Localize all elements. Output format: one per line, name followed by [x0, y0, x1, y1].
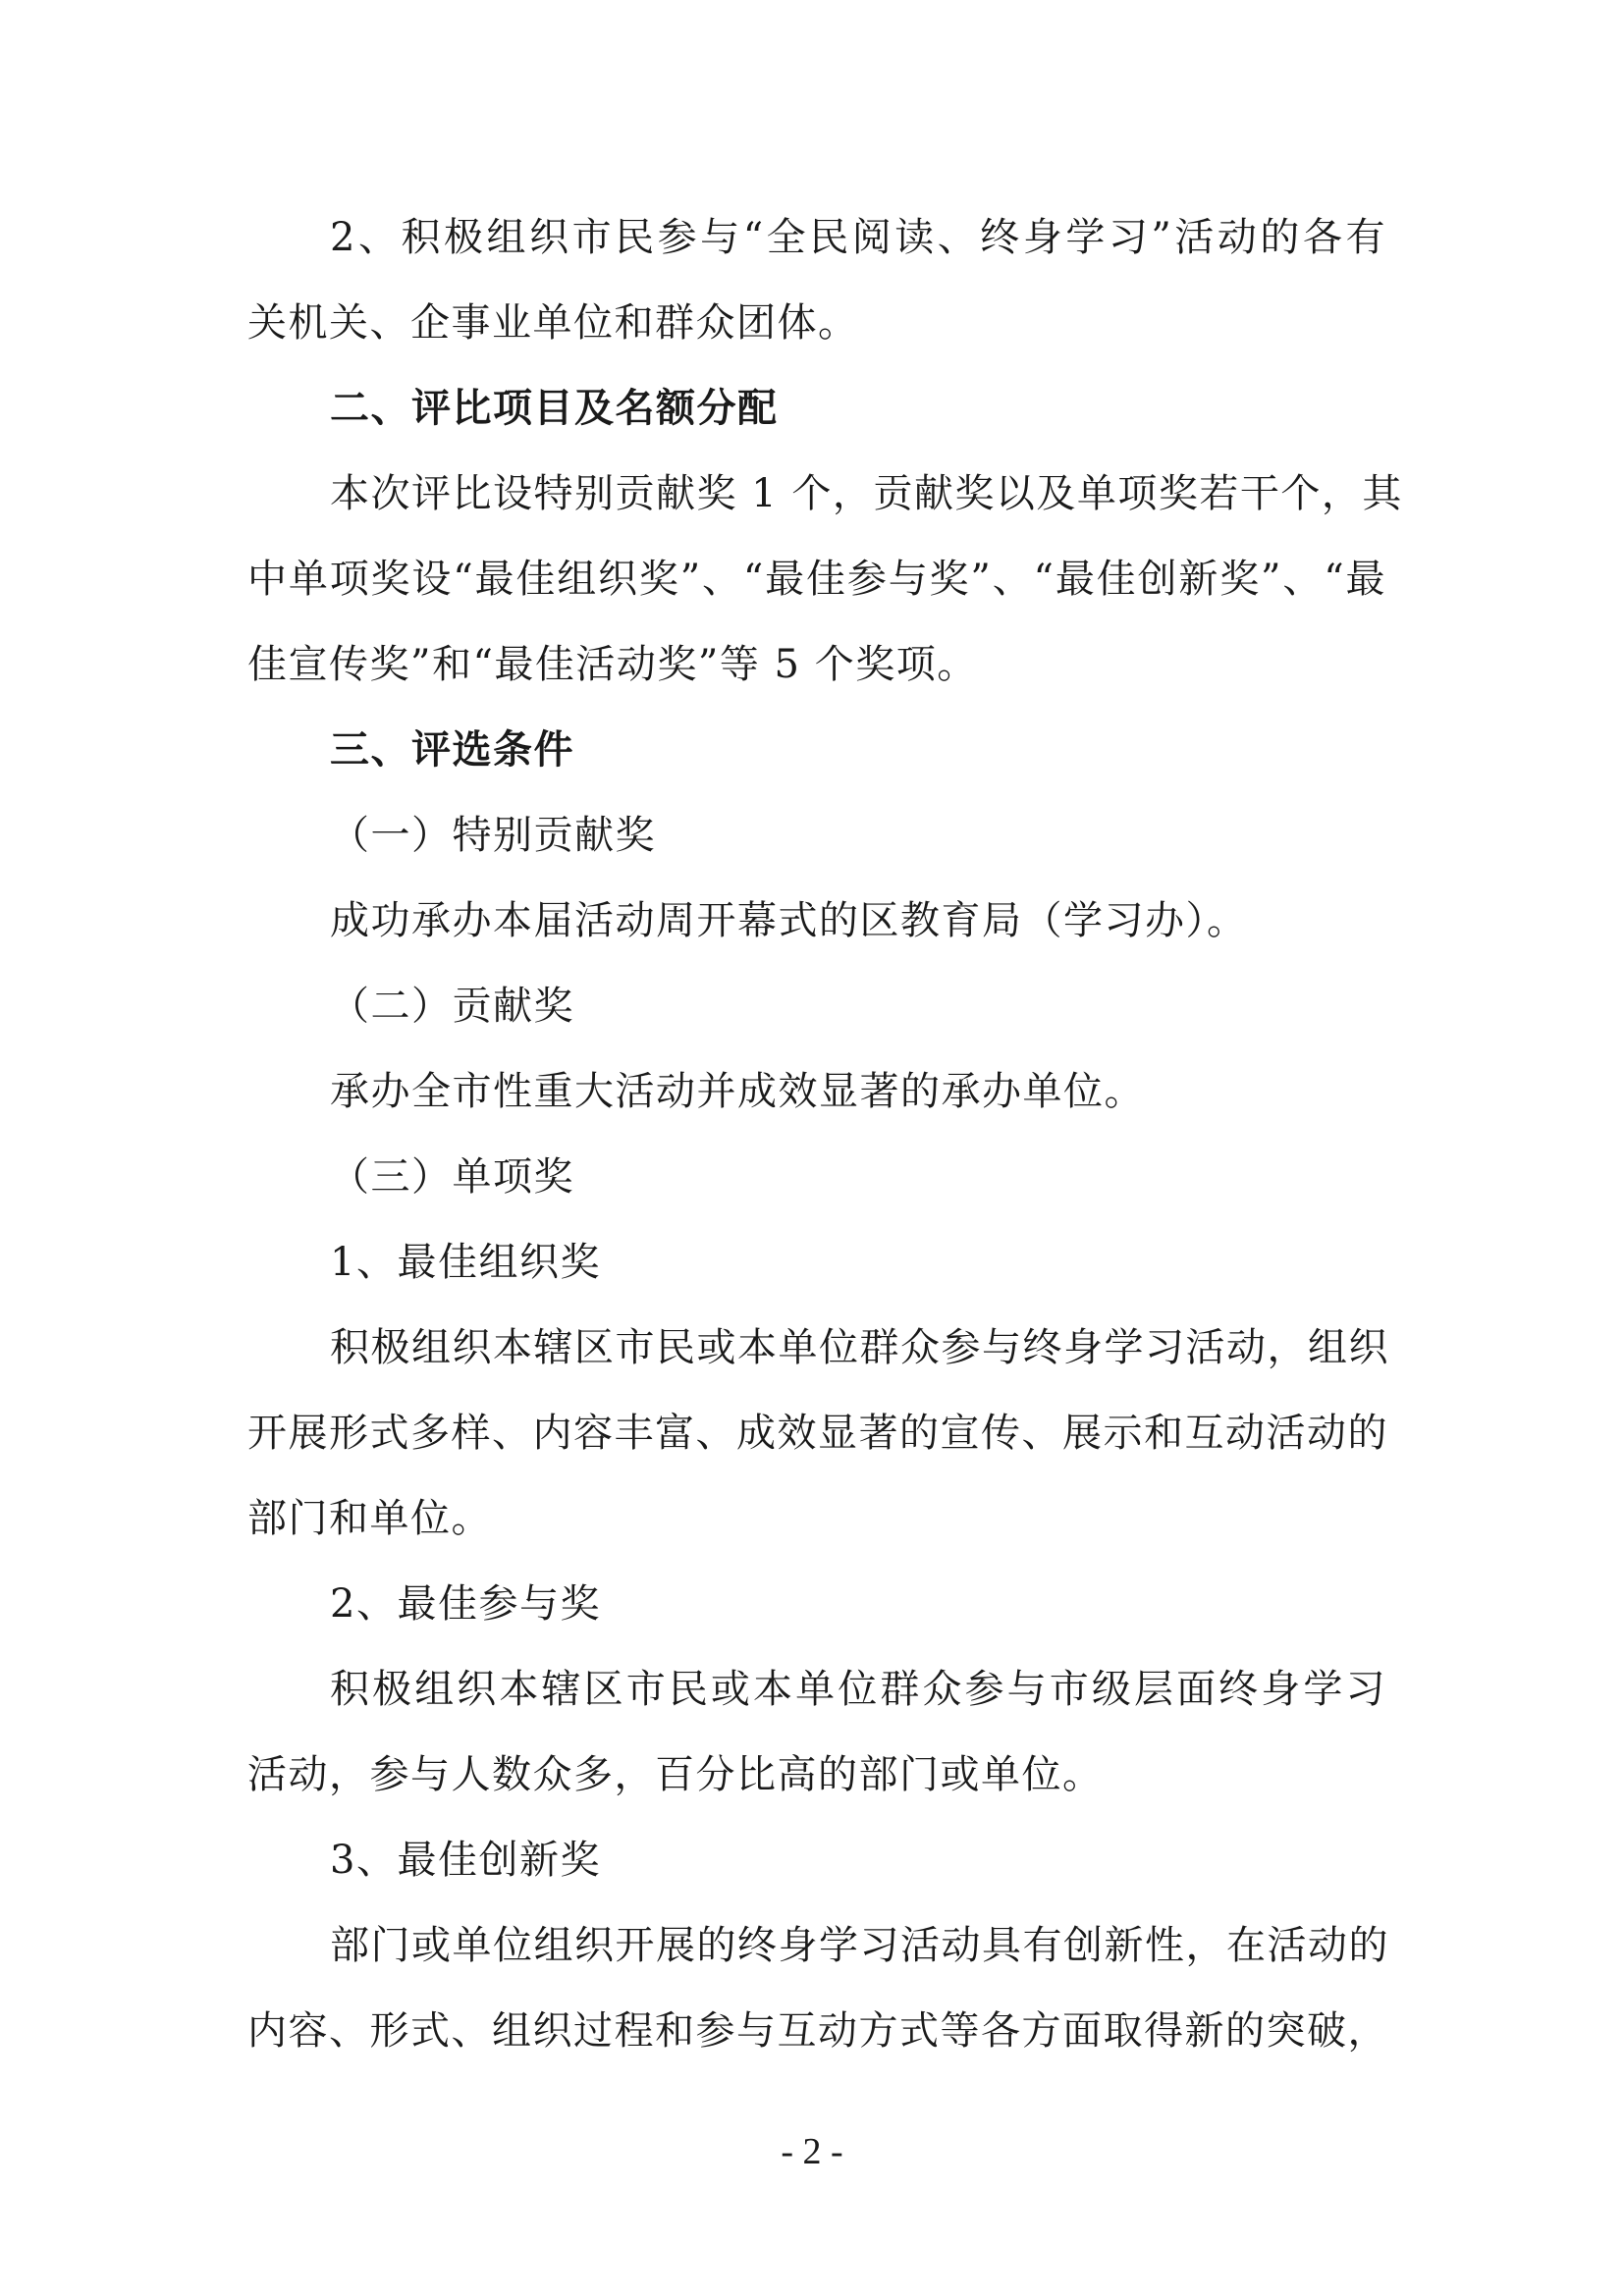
paragraph-line: 承办全市性重大活动并成效显著的承办单位。 — [330, 1069, 1145, 1114]
subsection-heading: （三）单项奖 — [330, 1154, 574, 1200]
paragraph-line: 本次评比设特别贡献奖 1 个，贡献奖以及单项奖若干个，其 — [330, 471, 1403, 516]
paragraph-line: 内容、形式、组织过程和参与互动方式等各方面取得新的突破， — [247, 2008, 1388, 2054]
subsection-heading: （二）贡献奖 — [330, 984, 574, 1029]
paragraph-line: 积极组织本辖区市民或本单位群众参与市级层面终身学习 — [330, 1667, 1386, 1712]
paragraph-line: 开展形式多样、内容丰富、成效显著的宣传、展示和互动活动的 — [247, 1411, 1388, 1456]
paragraph-line: 中单项奖设“最佳组织奖”、“最佳参与奖”、“最佳创新奖”、“最 — [247, 557, 1386, 602]
paragraph-line: 积极组织本辖区市民或本单位群众参与终身学习活动，组织 — [330, 1325, 1389, 1370]
paragraph-line: 活动，参与人数众多，百分比高的部门或单位。 — [247, 1752, 1104, 1797]
item-heading: 3、最佳创新奖 — [330, 1838, 601, 1883]
paragraph-line: 部门和单位。 — [247, 1496, 492, 1541]
paragraph-line: 2、积极组织市民参与“全民阅读、终身学习”活动的各有 — [330, 215, 1386, 260]
section-heading: 三、评选条件 — [330, 727, 574, 773]
paragraph-line: 成功承办本届活动周开幕式的区教育局（学习办）。 — [330, 898, 1248, 943]
paragraph-line: 部门或单位组织开展的终身学习活动具有创新性，在活动的 — [330, 1923, 1389, 1968]
item-heading: 2、最佳参与奖 — [330, 1581, 601, 1627]
paragraph-line: 关机关、企事业单位和群众团体。 — [247, 300, 859, 346]
paragraph-line: 佳宣传奖”和“最佳活动奖”等 5 个奖项。 — [247, 642, 978, 687]
section-heading: 二、评比项目及名额分配 — [330, 386, 779, 431]
subsection-heading: （一）特别贡献奖 — [330, 813, 656, 858]
item-heading: 1、最佳组织奖 — [330, 1240, 601, 1285]
page-number: - 2 - — [781, 2131, 843, 2172]
